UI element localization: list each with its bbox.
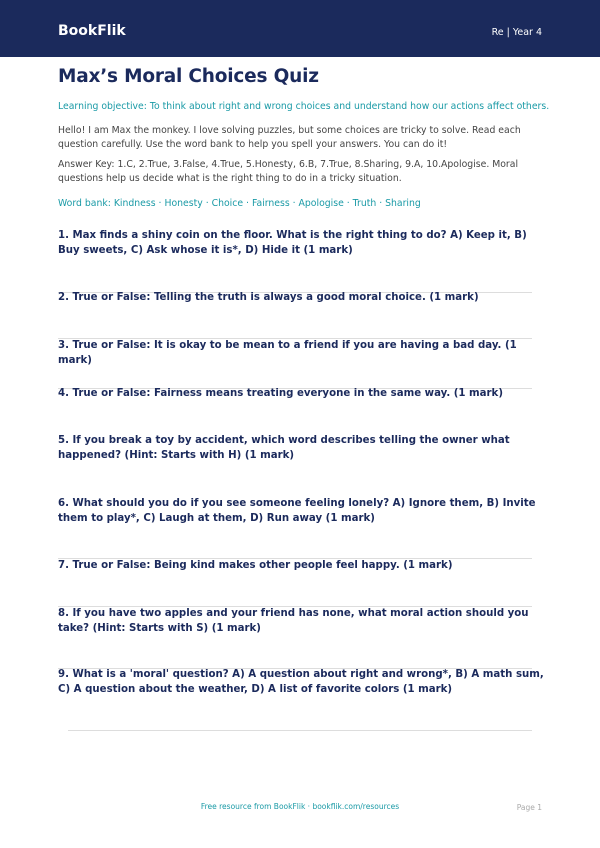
question-6: 6. What should you do if you see someone feeling lonely? A) Ignore them, B) Invite them to play*, C) Laugh at them, D) Run away (1 mark)	[58, 498, 536, 524]
answer-key-paragraph: Answer Key: 1.C, 2.True, 3.False, 4.True, 5.Honesty, 6.B, 7.True, 8.Sharing, 9.A, 10.Apologise. Moral questions help us decide what is the right thing to do in a tricky situation.	[58, 159, 519, 184]
footer-text: Free resource from BookFlik · bookflik.com/resources	[200, 802, 400, 811]
question-3: 3. True or False: It is okay to be mean to a friend if you are having a bad day. (1 mark)	[58, 340, 517, 366]
question-1: 1. Max finds a shiny coin on the floor. What is the right thing to do? A) Keep it, B) Buy sweets, C) Ask whose it is*, D) Hide it (1 mark)	[58, 230, 527, 256]
answer-line-9[interactable]	[68, 730, 532, 731]
header-subject-year: Re | Year 4	[491, 27, 542, 38]
page-header	[0, 0, 600, 57]
question-8: 8. If you have two apples and your friend has none, what moral action should you take? (Hint: Starts with S) (1 mark)	[58, 608, 529, 634]
question-5: 5. If you break a toy by accident, which word describes telling the owner what happened? (Hint: Starts with H) (1 mark)	[58, 435, 510, 461]
learning-objective: Learning objective: To think about right and wrong choices and understand how our actions affect others.	[58, 101, 550, 112]
page-title: Max’s Moral Choices Quiz	[58, 66, 319, 87]
page-number: Page 1	[516, 803, 542, 812]
intro-paragraph: Hello! I am Max the monkey. I love solving puzzles, but some choices are tricky to solve. Read each question carefully. Use the word bank to help you spell your answers. You can do it!	[58, 125, 521, 150]
brand-logo-text: BookFlik	[58, 23, 126, 39]
question-9: 9. What is a 'moral' question? A) A question about right and wrong*, B) A math sum, C) A question about the weather, D) A list of favorite colors (1 mark)	[58, 669, 544, 695]
question-7: 7. True or False: Being kind makes other people feel happy. (1 mark)	[58, 560, 453, 571]
word-bank: Word bank: Kindness · Honesty · Choice · Fairness · Apologise · Truth · Sharing	[58, 198, 421, 209]
question-4: 4. True or False: Fairness means treating everyone in the same way. (1 mark)	[58, 388, 503, 399]
question-2: 2. True or False: Telling the truth is always a good moral choice. (1 mark)	[58, 292, 479, 303]
